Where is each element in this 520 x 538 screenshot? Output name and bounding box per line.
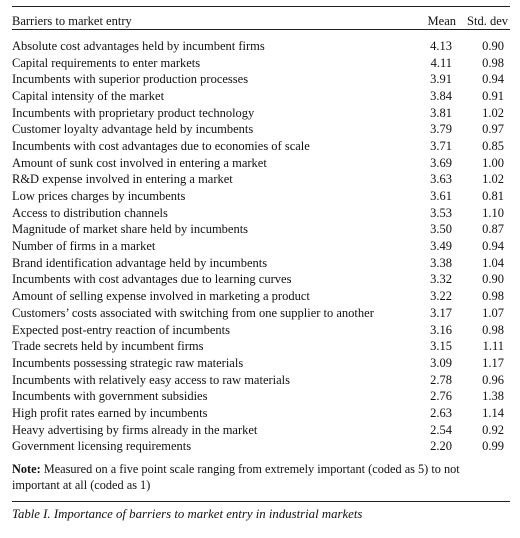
row-mean: 3.84 (430, 88, 452, 103)
row-mean: 3.49 (430, 239, 452, 254)
table-row (12, 188, 510, 205)
row-label: Incumbents with cost advantages due to learning curves (12, 272, 292, 287)
row-label: Incumbents possessing strategic raw materials (12, 355, 244, 370)
table-row (12, 422, 510, 439)
row-label: Amount of sunk cost involved in entering a market (12, 155, 267, 170)
row-std-dev: 1.11 (482, 339, 504, 354)
row-std-dev: 0.98 (482, 55, 504, 70)
row-mean: 3.71 (430, 138, 452, 153)
table-row (12, 238, 510, 255)
row-std-dev: 1.14 (482, 405, 504, 420)
row-label: High profit rates earned by incumbents (12, 405, 208, 420)
table-row (12, 71, 510, 88)
table-row (12, 205, 510, 222)
row-std-dev: 0.87 (482, 222, 504, 237)
table-row (12, 288, 510, 305)
row-label: Incumbents with relatively easy access to raw materials (12, 372, 291, 387)
table-body (12, 30, 510, 455)
row-mean: 4.11 (430, 55, 452, 70)
row-mean: 3.15 (430, 339, 452, 354)
row-std-dev: 1.02 (482, 105, 504, 120)
row-mean: 3.38 (430, 255, 452, 270)
row-std-dev: 0.98 (482, 289, 504, 304)
row-mean: 3.91 (430, 72, 452, 87)
row-mean: 2.76 (430, 389, 452, 404)
table-row (12, 88, 510, 105)
row-label: Amount of selling expense involved in marketing a product (12, 289, 310, 304)
row-std-dev: 0.97 (482, 122, 504, 137)
row-std-dev: 0.94 (482, 72, 504, 87)
table-row (12, 172, 510, 189)
table-row (12, 338, 510, 355)
row-mean: 3.22 (430, 289, 452, 304)
row-mean: 3.79 (430, 122, 452, 137)
row-mean: 3.63 (430, 172, 452, 187)
row-mean: 4.13 (430, 38, 452, 53)
row-std-dev: 1.02 (482, 172, 504, 187)
row-label: Capital intensity of the market (12, 88, 165, 103)
table-figure (12, 6, 510, 522)
row-std-dev: 0.81 (482, 189, 504, 204)
row-std-dev: 0.98 (482, 322, 504, 337)
row-label: Absolute cost advantages held by incumbent firms (12, 38, 265, 53)
row-mean: 2.20 (430, 439, 452, 454)
row-mean: 3.61 (430, 189, 452, 204)
row-mean: 3.53 (430, 205, 452, 220)
row-label: Incumbents with superior production processes (12, 72, 249, 87)
row-std-dev: 1.38 (482, 389, 504, 404)
table-note (12, 455, 510, 501)
table-caption: Table I. Importance of barriers to market entry in industrial markets (12, 507, 363, 522)
row-std-dev: 0.96 (482, 372, 504, 387)
row-std-dev: 0.90 (482, 38, 504, 53)
row-std-dev: 1.04 (482, 255, 504, 270)
row-mean: 2.63 (430, 405, 452, 420)
row-std-dev: 1.07 (482, 305, 504, 320)
table-row (12, 55, 510, 72)
row-label: Number of firms in a market (12, 239, 156, 254)
row-label: Customer loyalty advantage held by incumbents (12, 122, 254, 137)
row-mean: 3.09 (430, 355, 452, 370)
table-row (12, 222, 510, 239)
table-row (12, 255, 510, 272)
table-row (12, 372, 510, 389)
row-label: R&D expense involved in entering a market (12, 172, 233, 187)
row-std-dev: 1.00 (482, 155, 504, 170)
row-std-dev: 1.10 (482, 205, 504, 220)
table-row (12, 138, 510, 155)
row-mean: 3.69 (430, 155, 452, 170)
row-mean: 3.50 (430, 222, 452, 237)
row-std-dev: 0.85 (482, 138, 504, 153)
row-mean: 2.54 (430, 422, 452, 437)
header-barrier-label: Barriers to market entry (12, 14, 132, 28)
row-label: Government licensing requirements (12, 439, 192, 454)
note-text: Measured on a five point scale ranging from extremely important (coded as 5) to not important at all (coded as 1) (12, 462, 460, 493)
table-row (12, 272, 510, 289)
row-label: Trade secrets held by incumbent firms (12, 339, 204, 354)
row-label: Incumbents with government subsidies (12, 389, 208, 404)
row-mean: 3.16 (430, 322, 452, 337)
table-row (12, 439, 510, 456)
table-row (12, 355, 510, 372)
note-prefix: Note: (12, 462, 41, 477)
row-std-dev: 0.94 (482, 239, 504, 254)
row-label: Brand identification advantage held by incumbents (12, 255, 268, 270)
table-row (12, 405, 510, 422)
table-row (12, 322, 510, 339)
table-row (12, 121, 510, 138)
row-label: Customers’ costs associated with switching from one supplier to another (12, 305, 374, 320)
row-label: Access to distribution channels (12, 205, 168, 220)
row-label: Incumbents with proprietary product technology (12, 105, 255, 120)
row-label: Capital requirements to enter markets (12, 55, 201, 70)
row-std-dev: 0.90 (482, 272, 504, 287)
row-mean: 3.81 (430, 105, 452, 120)
row-mean: 3.32 (430, 272, 452, 287)
row-std-dev: 0.99 (482, 439, 504, 454)
row-label: Low prices charges by incumbents (12, 189, 186, 204)
row-mean: 3.17 (430, 305, 452, 320)
table-header (12, 7, 510, 29)
row-std-dev: 0.91 (482, 88, 504, 103)
table-row (12, 305, 510, 322)
row-label: Magnitude of market share held by incumbents (12, 222, 249, 237)
row-std-dev: 1.17 (482, 355, 504, 370)
header-mean: Mean (427, 14, 456, 28)
row-label: Incumbents with cost advantages due to economies of scale (12, 138, 310, 153)
table-row (12, 155, 510, 172)
row-label: Heavy advertising by firms already in the market (12, 422, 258, 437)
table-row (12, 388, 510, 405)
row-label: Expected post-entry reaction of incumbents (12, 322, 230, 337)
header-std-dev: Std. dev (467, 14, 508, 28)
row-mean: 2.78 (430, 372, 452, 387)
row-std-dev: 0.92 (482, 422, 504, 437)
table-row (12, 38, 510, 55)
table-row (12, 105, 510, 122)
